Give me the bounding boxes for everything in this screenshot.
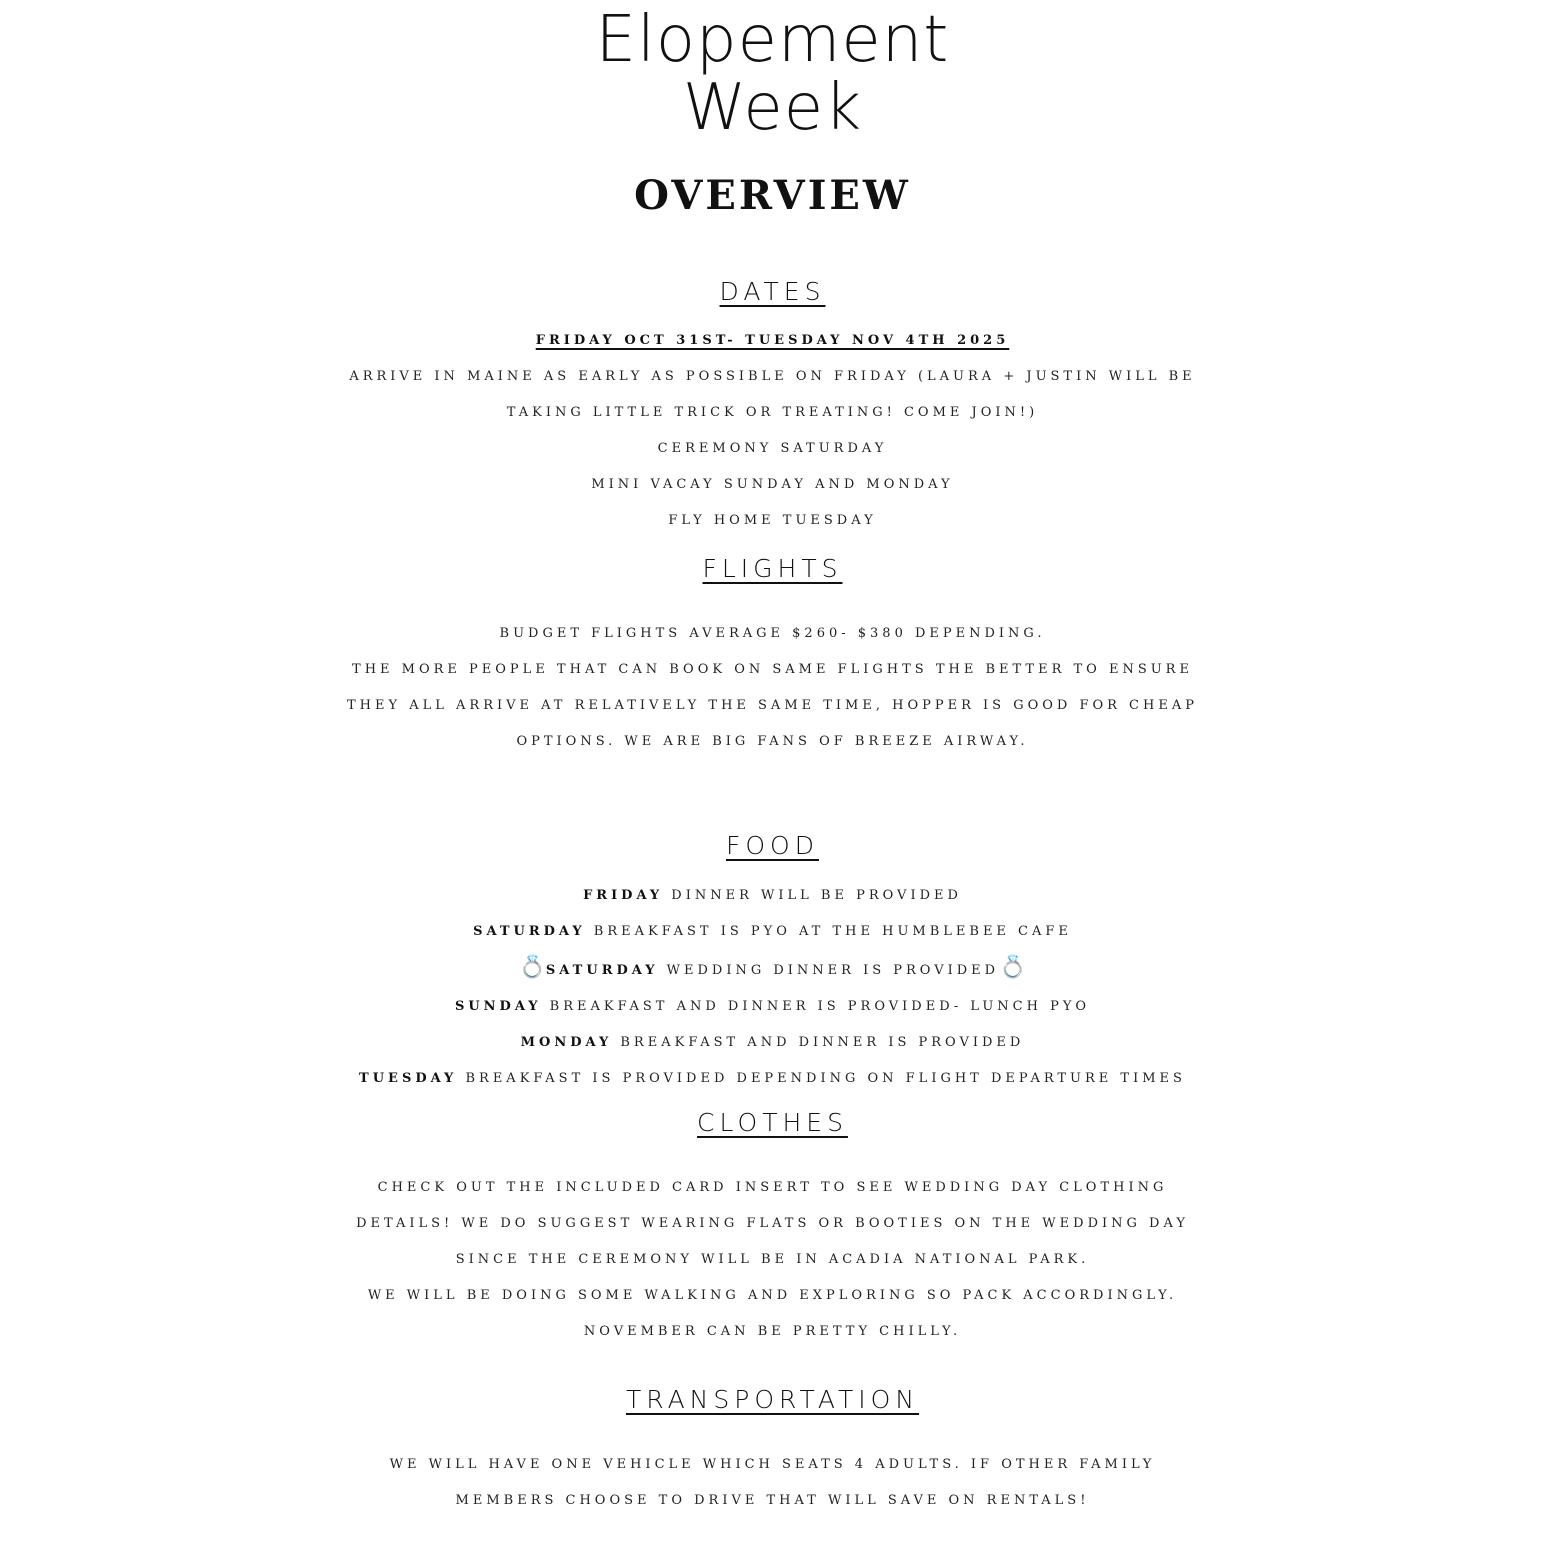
food-item <box>0 878 1545 914</box>
food-item <box>0 1025 1545 1061</box>
ring-icon: 💍 <box>518 955 546 980</box>
transportation-heading <box>0 1385 1545 1415</box>
food-day: MONDAY <box>520 1035 613 1050</box>
transportation-heading-text: TRANSPORTATION <box>625 1385 920 1414</box>
dates-line: MINI VACAY SUNDAY AND MONDAY <box>591 477 954 492</box>
food-day: SUNDAY <box>454 999 542 1014</box>
transportation-line: WE WILL HAVE ONE VEHICLE WHICH SEATS 4 ADULTS. IF OTHER FAMILY <box>389 1457 1156 1472</box>
ring-icon: 💍 <box>999 955 1027 980</box>
dates-heading <box>0 277 1545 307</box>
dates-range-text: FRIDAY OCT 31ST- TUESDAY NOV 4TH 2025 <box>535 333 1010 348</box>
food-text: BREAKFAST AND DINNER IS PROVIDED <box>612 1035 1025 1050</box>
food-item <box>0 914 1545 950</box>
transportation-section <box>0 1447 1545 1519</box>
clothes-heading-text: CLOTHES <box>697 1108 848 1137</box>
flights-section <box>0 616 1545 760</box>
clothes-line: CHECK OUT THE INCLUDED CARD INSERT TO SEE WEDDING DAY CLOTHING <box>377 1180 1168 1195</box>
flights-line: BUDGET FLIGHTS AVERAGE $260- $380 DEPENDING. <box>499 626 1046 641</box>
flights-line: THEY ALL ARRIVE AT RELATIVELY THE SAME TIME, HOPPER IS GOOD FOR CHEAP <box>347 698 1198 713</box>
food-item <box>0 1061 1545 1097</box>
food-day: TUESDAY <box>359 1071 458 1086</box>
food-day: FRIDAY <box>583 888 664 903</box>
dates-line: TAKING LITTLE TRICK OR TREATING! COME JOIN!) <box>506 405 1039 420</box>
food-day: SATURDAY <box>545 963 659 978</box>
dates-heading-text: DATES <box>719 277 826 306</box>
clothes-line: NOVEMBER CAN BE PRETTY CHILLY. <box>583 1324 962 1339</box>
food-text: BREAKFAST IS PYO AT THE HUMBLEBEE CAFE <box>585 924 1072 939</box>
title-line-2: Week <box>682 71 863 145</box>
food-text: BREAKFAST IS PROVIDED DEPENDING ON FLIGHT DEPARTURE TIMES <box>457 1071 1186 1086</box>
food-item <box>0 950 1545 989</box>
food-section <box>0 878 1545 1097</box>
food-day: SATURDAY <box>473 924 586 939</box>
food-heading-text: FOOD <box>726 831 819 860</box>
clothes-section <box>0 1170 1545 1350</box>
dates-line: ARRIVE IN MAINE AS EARLY AS POSSIBLE ON FRIDAY (LAURA + JUSTIN WILL BE <box>349 369 1196 384</box>
flights-heading-text: FLIGHTS <box>702 554 843 583</box>
dates-range <box>0 323 1545 359</box>
transportation-line: MEMBERS CHOOSE TO DRIVE THAT WILL SAVE ON RENTALS! <box>455 1493 1090 1508</box>
dates-section <box>0 323 1545 539</box>
clothes-line: WE WILL BE DOING SOME WALKING AND EXPLORING SO PACK ACCORDINGLY. <box>367 1288 1178 1303</box>
clothes-line: DETAILS! WE DO SUGGEST WEARING FLATS OR BOOTIES ON THE WEDDING DAY <box>356 1216 1189 1231</box>
title-line-1: Elopement <box>595 3 950 77</box>
page-subtitle: OVERVIEW <box>634 172 911 219</box>
food-item <box>0 989 1545 1025</box>
food-text: BREAKFAST AND DINNER IS PROVIDED- LUNCH PYO <box>541 999 1091 1014</box>
flights-line: OPTIONS. WE ARE BIG FANS OF BREEZE AIRWAY. <box>516 734 1029 749</box>
clothes-line: SINCE THE CEREMONY WILL BE IN ACADIA NATIONAL PARK. <box>455 1252 1090 1267</box>
dates-line: FLY HOME TUESDAY <box>668 513 877 528</box>
food-heading <box>0 831 1545 861</box>
flights-heading <box>0 554 1545 584</box>
flights-line: THE MORE PEOPLE THAT CAN BOOK ON SAME FLIGHTS THE BETTER TO ENSURE <box>352 662 1193 677</box>
food-text: DINNER WILL BE PROVIDED <box>663 888 962 903</box>
dates-line: CEREMONY SATURDAY <box>657 441 888 456</box>
clothes-heading <box>0 1108 1545 1138</box>
page-title <box>0 3 1545 145</box>
food-text: WEDDING DINNER IS PROVIDED <box>658 963 1000 978</box>
